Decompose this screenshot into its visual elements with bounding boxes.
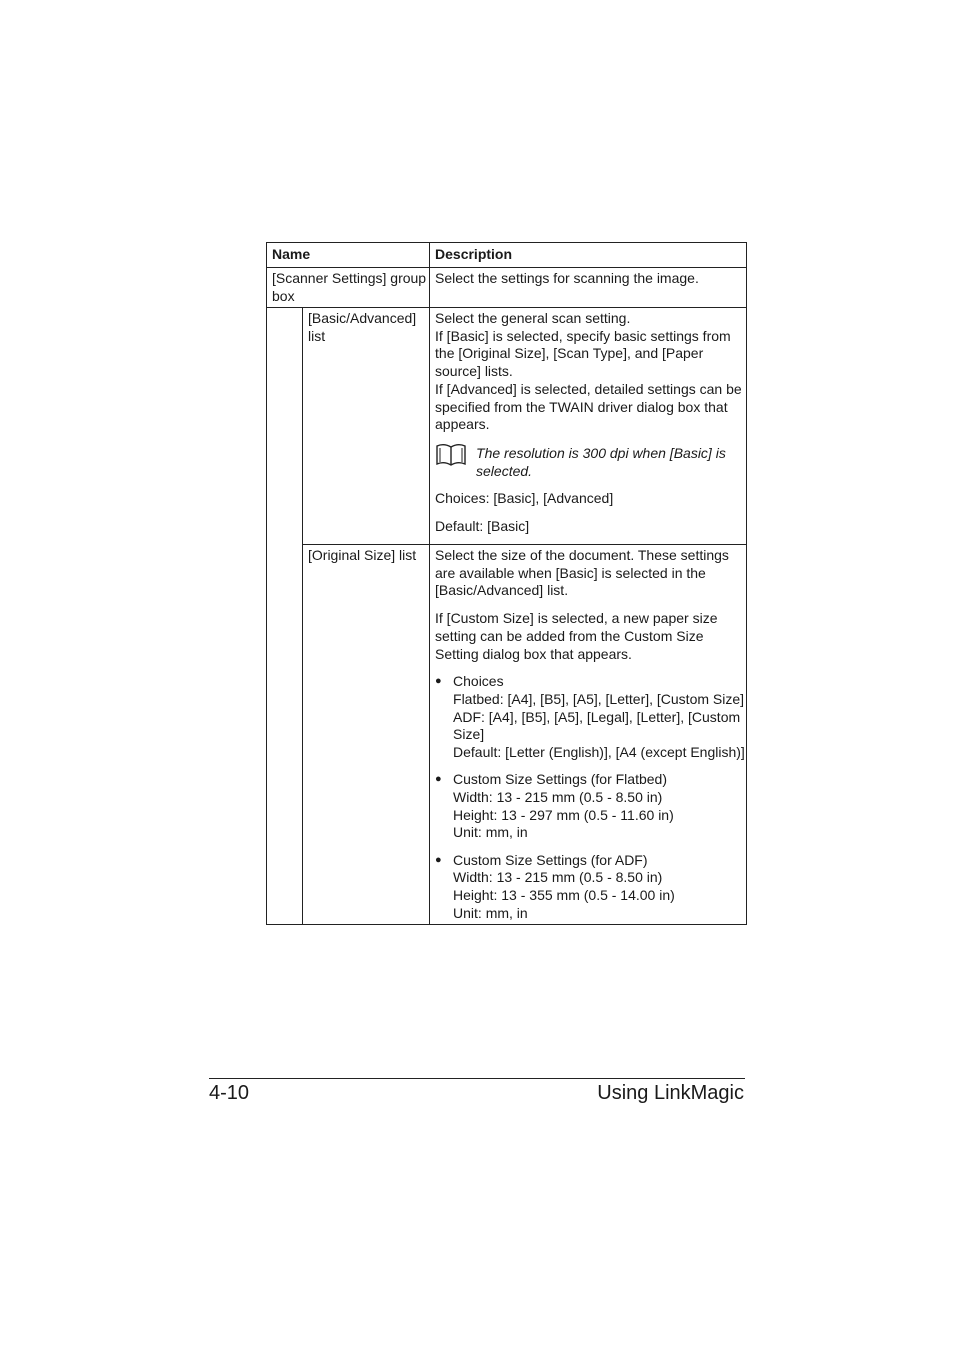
description-line: Select the general scan setting.	[435, 310, 631, 326]
bullet-title: Custom Size Settings (for Flatbed)	[453, 771, 667, 788]
bullet-title: Custom Size Settings (for ADF)	[453, 851, 648, 868]
row-name: [Scanner Settings] group box	[267, 268, 430, 308]
bullet-line: Height: 13 - 355 mm (0.5 - 14.00 in)	[453, 886, 675, 903]
header-description: Description	[430, 243, 747, 268]
settings-table	[266, 242, 747, 925]
list-item	[435, 771, 746, 842]
description-line: If [Advanced] is selected, detailed settings can be specified from the TWAIN driver dialog box that appears.	[435, 380, 742, 433]
table-row	[267, 308, 747, 545]
description-paragraph: If [Custom Size] is selected, a new paper size setting can be added from the Custom Size Setting dialog box that appears.	[435, 610, 718, 662]
description-paragraph: Select the size of the document. These settings are available when [Basic] is selected in the [Basic/Advanced] list.	[435, 547, 729, 599]
bullet-line: Unit: mm, in	[453, 824, 528, 841]
row-name: [Original Size] list	[303, 545, 430, 925]
choices-text: Choices: [Basic], [Advanced]	[435, 490, 614, 507]
bullet-line: Unit: mm, in	[453, 904, 528, 921]
header-name: Name	[267, 243, 430, 268]
row-name: [Basic/Advanced] list	[303, 308, 430, 545]
footer-divider	[209, 1078, 745, 1079]
book-icon	[435, 442, 476, 480]
table-row	[267, 268, 747, 308]
default-text: Default: [Basic]	[435, 518, 530, 535]
table-header-row	[267, 243, 747, 268]
bullet-icon: ●	[435, 853, 442, 866]
bullet-line: Default: [Letter (English)], [A4 (except English)]	[453, 744, 745, 761]
page-number: 4-10	[209, 1082, 250, 1104]
row-description	[430, 545, 747, 925]
bullet-line: Height: 13 - 297 mm (0.5 - 11.60 in)	[453, 806, 674, 823]
bullet-list	[435, 673, 746, 922]
note	[435, 445, 746, 480]
bullet-line: Flatbed: [A4], [B5], [A5], [Letter], [Custom Size]	[453, 690, 745, 707]
bullet-icon: ●	[435, 773, 442, 786]
bullet-icon: ●	[435, 675, 442, 688]
chapter-title: Using LinkMagic	[597, 1082, 744, 1104]
bullet-line: Width: 13 - 215 mm (0.5 - 8.50 in)	[453, 869, 663, 886]
row-description	[430, 308, 747, 545]
list-item	[435, 673, 746, 762]
indent-cell	[267, 308, 303, 925]
description-line: If [Basic] is selected, specify basic settings from the [Original Size], [Scan Type], and [Paper source] lists.	[435, 327, 731, 380]
row-description: Select the settings for scanning the image.	[430, 268, 747, 308]
bullet-line: ADF: [A4], [B5], [A5], [Legal], [Letter], [Custom Size]	[453, 708, 741, 743]
list-item	[435, 852, 746, 923]
table-row	[267, 545, 747, 925]
bullet-title: Choices	[453, 673, 504, 690]
note-text: The resolution is 300 dpi when [Basic] is selected.	[476, 444, 726, 479]
bullet-line: Width: 13 - 215 mm (0.5 - 8.50 in)	[453, 788, 663, 805]
